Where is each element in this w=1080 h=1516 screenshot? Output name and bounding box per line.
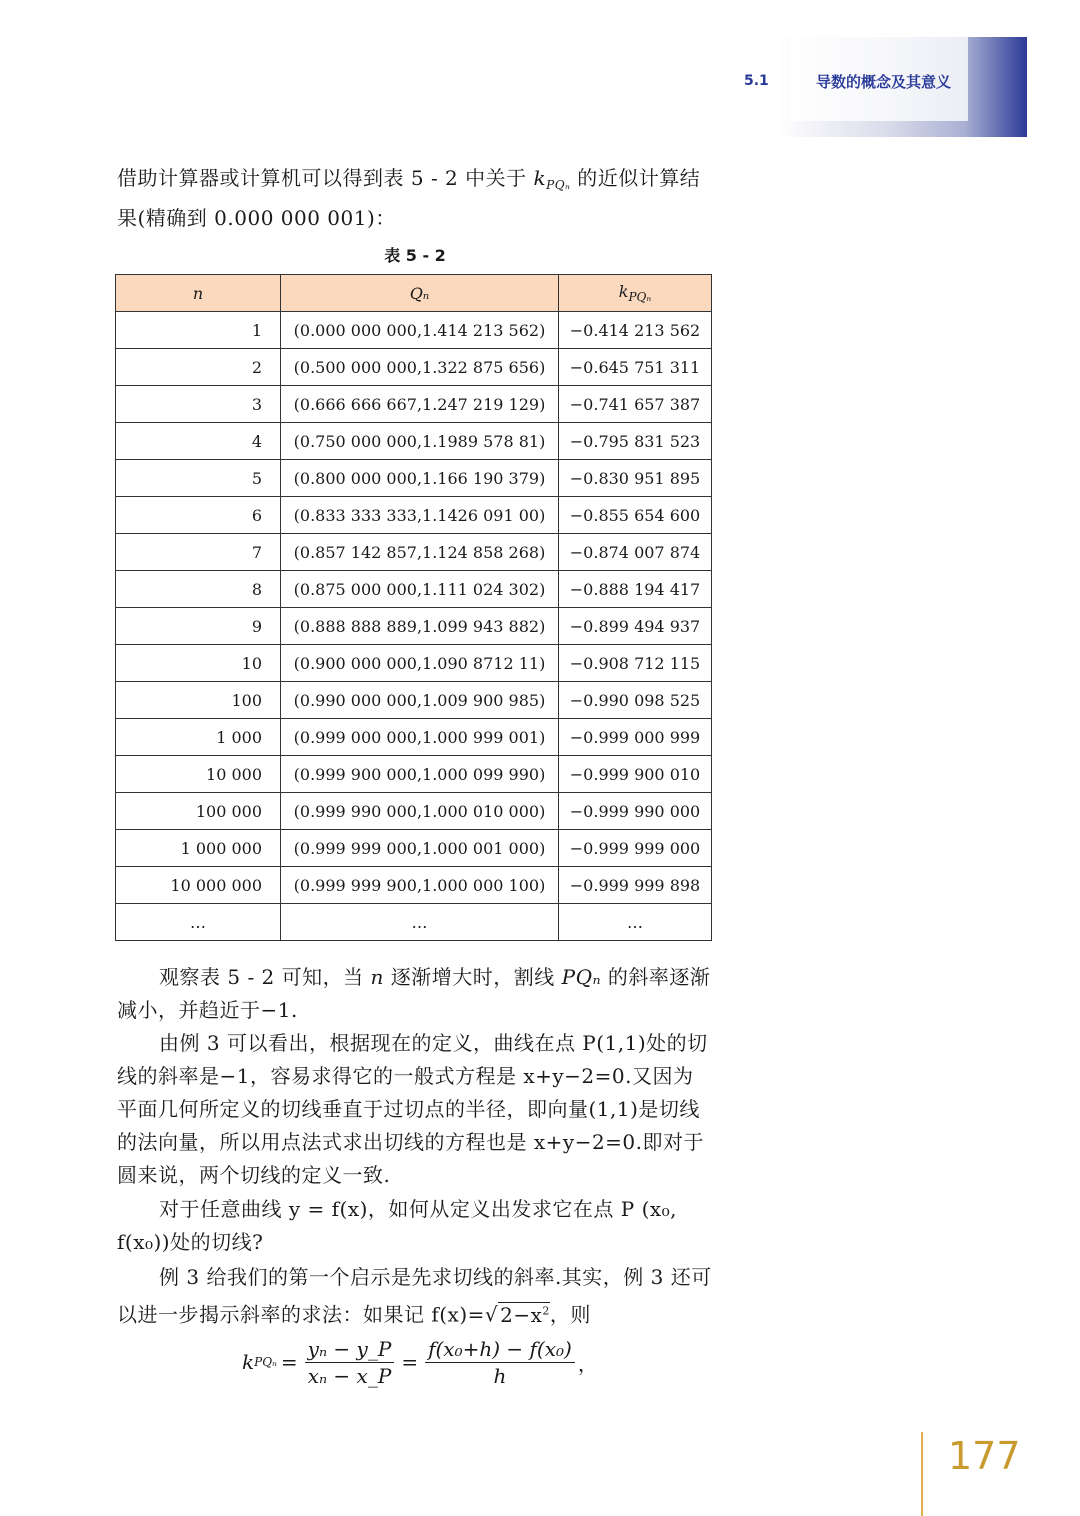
cell-n: 1 000 000 <box>116 830 281 867</box>
table-row <box>116 312 712 349</box>
cell-k: −0.899 494 937 <box>559 608 712 645</box>
cell-k: −0.888 194 417 <box>559 571 712 608</box>
cell-k: −0.990 098 525 <box>559 682 712 719</box>
cell-k: −0.874 007 874 <box>559 534 712 571</box>
cell-k: −0.999 900 010 <box>559 756 712 793</box>
paragraph-3: 对于任意曲线 y = f(x)，如何从定义出发求它在点 P (x₀, f(x₀))处的切线? <box>117 1197 678 1254</box>
header-q: Qₙ <box>281 275 559 312</box>
cell-k: −0.741 657 387 <box>559 386 712 423</box>
cell-n: 3 <box>116 386 281 423</box>
data-table <box>115 274 712 941</box>
cell-q: (0.999 000 000,1.000 999 001) <box>281 719 559 756</box>
cell-q: (0.833 333 333,1.1426 091 00) <box>281 497 559 534</box>
cell-k: −0.999 000 999 <box>559 719 712 756</box>
cell-n: 2 <box>116 349 281 386</box>
section-number: 5.1 <box>744 73 769 89</box>
table-row <box>116 571 712 608</box>
ellipsis-cell: … <box>559 904 712 941</box>
cell-k: −0.908 712 115 <box>559 645 712 682</box>
cell-n: 8 <box>116 571 281 608</box>
cell-q: (0.875 000 000,1.111 024 302) <box>281 571 559 608</box>
page-number: 177 <box>948 1434 1021 1478</box>
table-row <box>116 645 712 682</box>
cell-q: (0.500 000 000,1.322 875 656) <box>281 349 559 386</box>
table-row <box>116 423 712 460</box>
table-row <box>116 830 712 867</box>
paragraph-2: 由例 3 可以看出，根据现在的定义，曲线在点 P(1,1)处的切线的斜率是−1，容易求得它的一般式方程是 x+y−2=0.又因为平面几何所定义的切线垂直于过切点的半径，即向量(1,1)是切线的法向量，所以用点法式求出切线的方程也是 x+y−2=0.即对于圆来说，两个切线的定义一致. <box>117 1031 708 1187</box>
cell-n: 4 <box>116 423 281 460</box>
cell-q: (0.999 999 900,1.000 000 100) <box>281 867 559 904</box>
cell-n: 1 <box>116 312 281 349</box>
cell-n: 7 <box>116 534 281 571</box>
table-row <box>116 608 712 645</box>
table-row <box>116 460 712 497</box>
ellipsis-cell: … <box>281 904 559 941</box>
table-row <box>116 497 712 534</box>
cell-q: (0.999 990 000,1.000 010 000) <box>281 793 559 830</box>
ellipsis-cell: … <box>116 904 281 941</box>
cell-q: (0.666 666 667,1.247 219 129) <box>281 386 559 423</box>
cell-q: (0.888 888 889,1.099 943 882) <box>281 608 559 645</box>
cell-q: (0.750 000 000,1.1989 578 81) <box>281 423 559 460</box>
paragraph-1: 观察表 5 - 2 可知，当 n 逐渐增大时，割线 PQₙ 的斜率逐渐减小，并趋近于−1. <box>117 965 711 1022</box>
table-row <box>116 719 712 756</box>
cell-k: −0.999 999 000 <box>559 830 712 867</box>
k-symbol: k <box>533 166 547 190</box>
slope-formula: k PQₙ = $\frac{\text{yₙ − y\_P}}{\text{xₙ − x\_P}}$ = $\frac{\text{f(x₀+h) − f(x₀)}}{h}$ ， <box>242 1336 598 1388</box>
fraction-1: $\frac{\text{yₙ − y\_P}}{\text{xₙ − x\_P}}$ <box>305 1337 395 1388</box>
table-row <box>116 386 712 423</box>
cell-q: (0.999 900 000,1.000 099 990) <box>281 756 559 793</box>
cell-n: 9 <box>116 608 281 645</box>
header-n: n <box>116 275 281 312</box>
cell-n: 1 000 <box>116 719 281 756</box>
paragraph-4: 例 3 给我们的第一个启示是先求切线的斜率.其实，例 3 还可以进一步揭示斜率的求法：如果记 f(x)=√ $2-x^2$，则 <box>117 1265 712 1327</box>
cell-n: 100 000 <box>116 793 281 830</box>
cell-q: (0.000 000 000,1.414 213 562) <box>281 312 559 349</box>
table-row-ellipsis <box>116 904 712 941</box>
table-header-row <box>116 275 712 312</box>
table-caption: 表 5 - 2 <box>384 246 446 265</box>
header-k: $k_{PQ_n}$ <box>559 275 712 312</box>
cell-n: 10 000 000 <box>116 867 281 904</box>
cell-n: 10 <box>116 645 281 682</box>
cell-q: (0.857 142 857,1.124 858 268) <box>281 534 559 571</box>
table-row <box>116 349 712 386</box>
cell-n: 10 000 <box>116 756 281 793</box>
table-row <box>116 793 712 830</box>
fraction-2: $\frac{\text{f(x₀+h) − f(x₀)}}{h}$ <box>425 1337 575 1388</box>
cell-k: −0.795 831 523 <box>559 423 712 460</box>
cell-k: −0.645 751 311 <box>559 349 712 386</box>
cell-k: −0.855 654 600 <box>559 497 712 534</box>
table-row <box>116 534 712 571</box>
cell-k: −0.999 990 000 <box>559 793 712 830</box>
intro-paragraph: 借助计算器或计算机可以得到表 5 - 2 中关于 $k_{PQ_n}$ 的近似计算结果(精确到 0.000 000 001)： <box>117 166 701 230</box>
cell-q: (0.800 000 000,1.166 190 379) <box>281 460 559 497</box>
sqrt-body: $2-x^2$ <box>500 1302 550 1327</box>
cell-n: 6 <box>116 497 281 534</box>
cell-q: (0.990 000 000,1.009 900 985) <box>281 682 559 719</box>
page-number-rule <box>921 1432 923 1516</box>
cell-n: 100 <box>116 682 281 719</box>
table-body <box>116 312 712 941</box>
cell-k: −0.414 213 562 <box>559 312 712 349</box>
section-title: 导数的概念及其意义 <box>816 73 952 91</box>
table-row <box>116 867 712 904</box>
k-subscript: PQₙ <box>546 178 571 192</box>
table-row <box>116 756 712 793</box>
cell-k: −0.830 951 895 <box>559 460 712 497</box>
sqrt-sign: √ <box>484 1302 499 1327</box>
cell-k: −0.999 999 898 <box>559 867 712 904</box>
cell-q: (0.900 000 000,1.090 8712 11) <box>281 645 559 682</box>
cell-n: 5 <box>116 460 281 497</box>
cell-q: (0.999 999 000,1.000 001 000) <box>281 830 559 867</box>
table-row <box>116 682 712 719</box>
